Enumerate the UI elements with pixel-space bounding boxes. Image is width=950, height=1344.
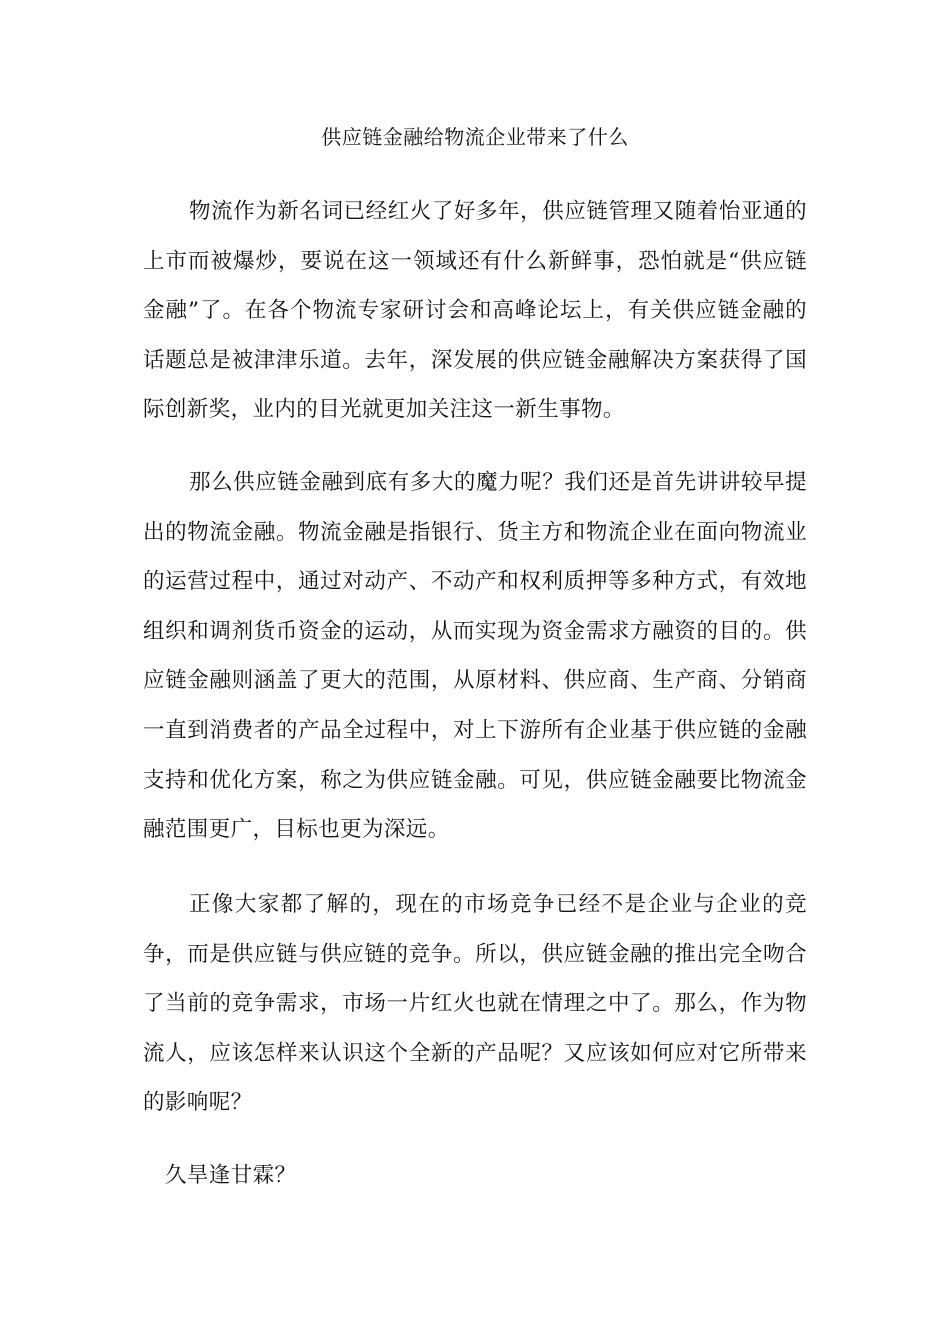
paragraph-intro: 物流作为新名词已经红火了好多年，供应链管理又随着怡亚通的上市而被爆炒，要说在这一领域还有什么新鲜事，恐怕就是“供应链金融”了。在各个物流专家研讨会和高峰论坛上，有关供应链金融的话题总是被津津乐道。去年，深发展的供应链金融解决方案获得了国际创新奖，业内的目光就更加关注这一新生事物。 (143, 199, 807, 423)
document-title: 供应链金融给物流企业带来了什么 (321, 125, 629, 149)
paragraph-competition: 正像大家都了解的，现在的市场竞争已经不是企业与企业的竞争，而是供应链与供应链的竞争。所以，供应链金融的推出完全吻合了当前的竞争需求，市场一片红火也就在情理之中了。那么，作为物流人，应该怎样来认识这个全新的产品呢？又应该如何应对它所带来的影响呢？ (143, 892, 807, 1116)
section-subheading: 久旱逢甘霖？ (165, 1163, 297, 1188)
paragraph-definition: 那么供应链金融到底有多大的魔力呢？我们还是首先讲讲较早提出的物流金融。物流金融是指银行、货主方和物流企业在面向物流业的运营过程中，通过对动产、不动产和权利质押等多种方式，有效地组织和调剂货币资金的运动，从而实现为资金需求方融资的目的。供应链金融则涵盖了更大的范围，从原材料、供应商、生产商、分销商一直到消费者的产品全过程中，对上下游所有企业基于供应链的金融支持和优化方案，称之为供应链金融。可见，供应链金融要比物流金融范围更广，目标也更为深远。 (143, 470, 807, 843)
